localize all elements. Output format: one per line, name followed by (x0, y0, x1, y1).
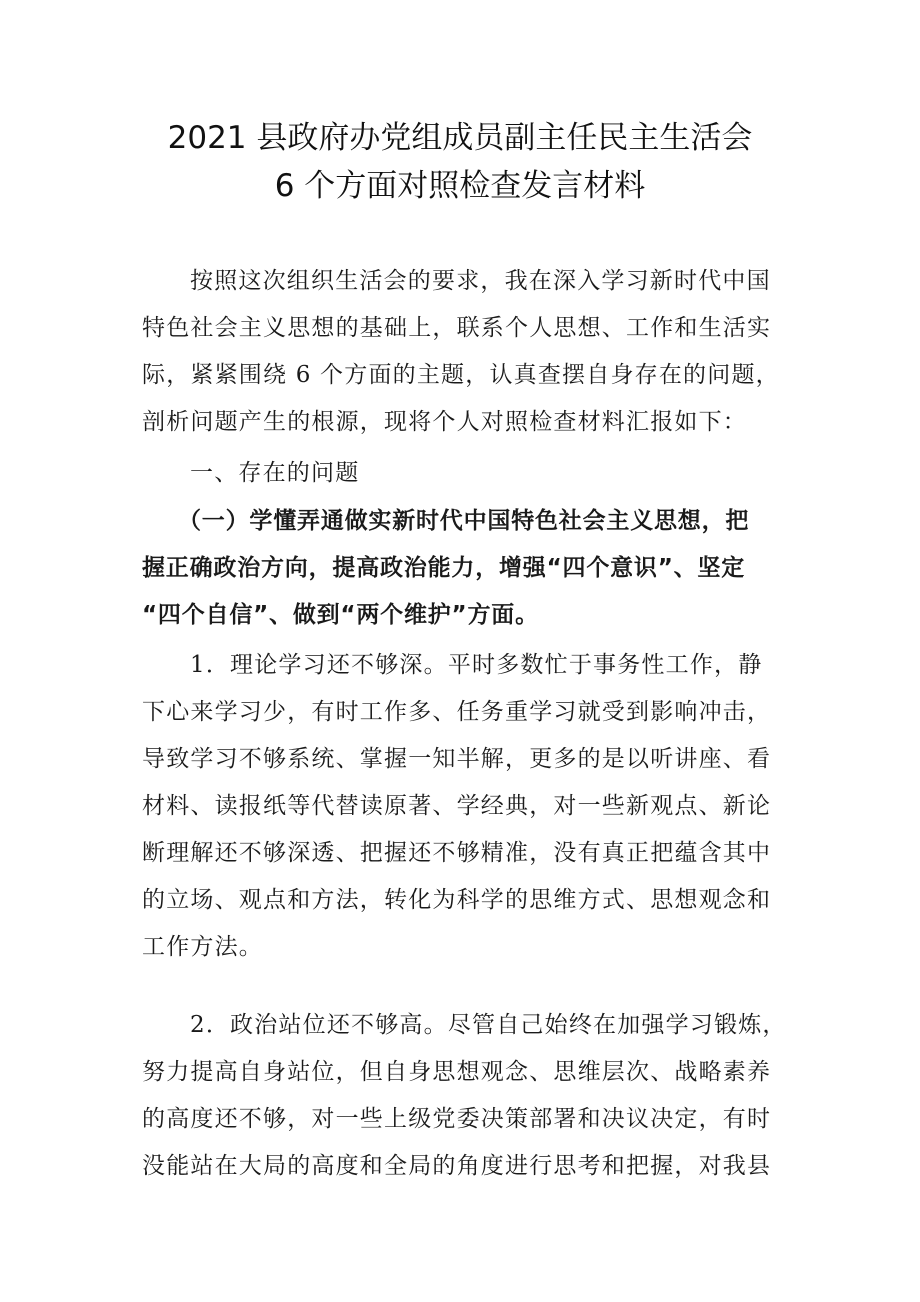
document-title-line-1: 2021 县政府办党组成员副主任民主生活会 (167, 120, 753, 156)
intro-paragraph (142, 258, 782, 446)
paragraph-line: 工作方法。 (142, 934, 263, 960)
paragraph-line: 导致学习不够系统、掌握一知半解，更多的是以听讲座、看 (142, 746, 772, 772)
subsection-heading-line: （一）学懂弄通做实新时代中国特色社会主义思想，把 (178, 508, 750, 534)
subsection-heading-line: “四个自信”、做到“两个维护”方面。 (142, 602, 539, 628)
paragraph-line: 2．政治站位还不够高。尽管自己始终在加强学习锻炼， (190, 1012, 787, 1038)
paragraph-line: 断理解还不够深透、把握还不够精准，没有真正把蕴含其中 (142, 840, 772, 866)
subsection-heading-line: 握正确政治方向，提高政治能力，增强“四个意识”、坚定 (142, 555, 746, 581)
paragraph-line: 特色社会主义思想的基础上，联系个人思想、工作和生活实 (142, 315, 772, 341)
document-title-line-2: 6 个方面对照检查发言材料 (274, 168, 646, 204)
paragraph-line: 的高度还不够，对一些上级党委决策部署和决议决定，有时 (142, 1106, 772, 1132)
paragraph-line: 按照这次组织生活会的要求，我在深入学习新时代中国 (190, 268, 771, 294)
item-1-paragraph (142, 642, 782, 971)
section-heading-text: 一、存在的问题 (190, 460, 360, 486)
paragraph-line: 的立场、观点和方法，转化为科学的思维方式、思想观念和 (142, 887, 772, 913)
paragraph-line: 努力提高自身站位，但自身思想观念、思维层次、战略素养 (142, 1059, 772, 1085)
paragraph-line: 剖析问题产生的根源，现将个人对照检查材料汇报如下： (142, 409, 747, 435)
paragraph-line: 际，紧紧围绕 6 个方面的主题，认真查摆自身存在的问题， (142, 362, 780, 388)
paragraph-line: 下心来学习少，有时工作多、任务重学习就受到影响冲击， (142, 699, 772, 725)
subsection-heading (142, 498, 782, 639)
section-heading (142, 450, 782, 497)
item-2-paragraph (142, 1002, 787, 1190)
paragraph-line: 材料、读报纸等代替读原著、学经典，对一些新观点、新论 (142, 793, 772, 819)
paragraph-line: 没能站在大局的高度和全局的角度进行思考和把握，对我县 (142, 1153, 772, 1179)
paragraph-line: 1．理论学习还不够深。平时多数忙于事务性工作，静 (190, 652, 763, 678)
